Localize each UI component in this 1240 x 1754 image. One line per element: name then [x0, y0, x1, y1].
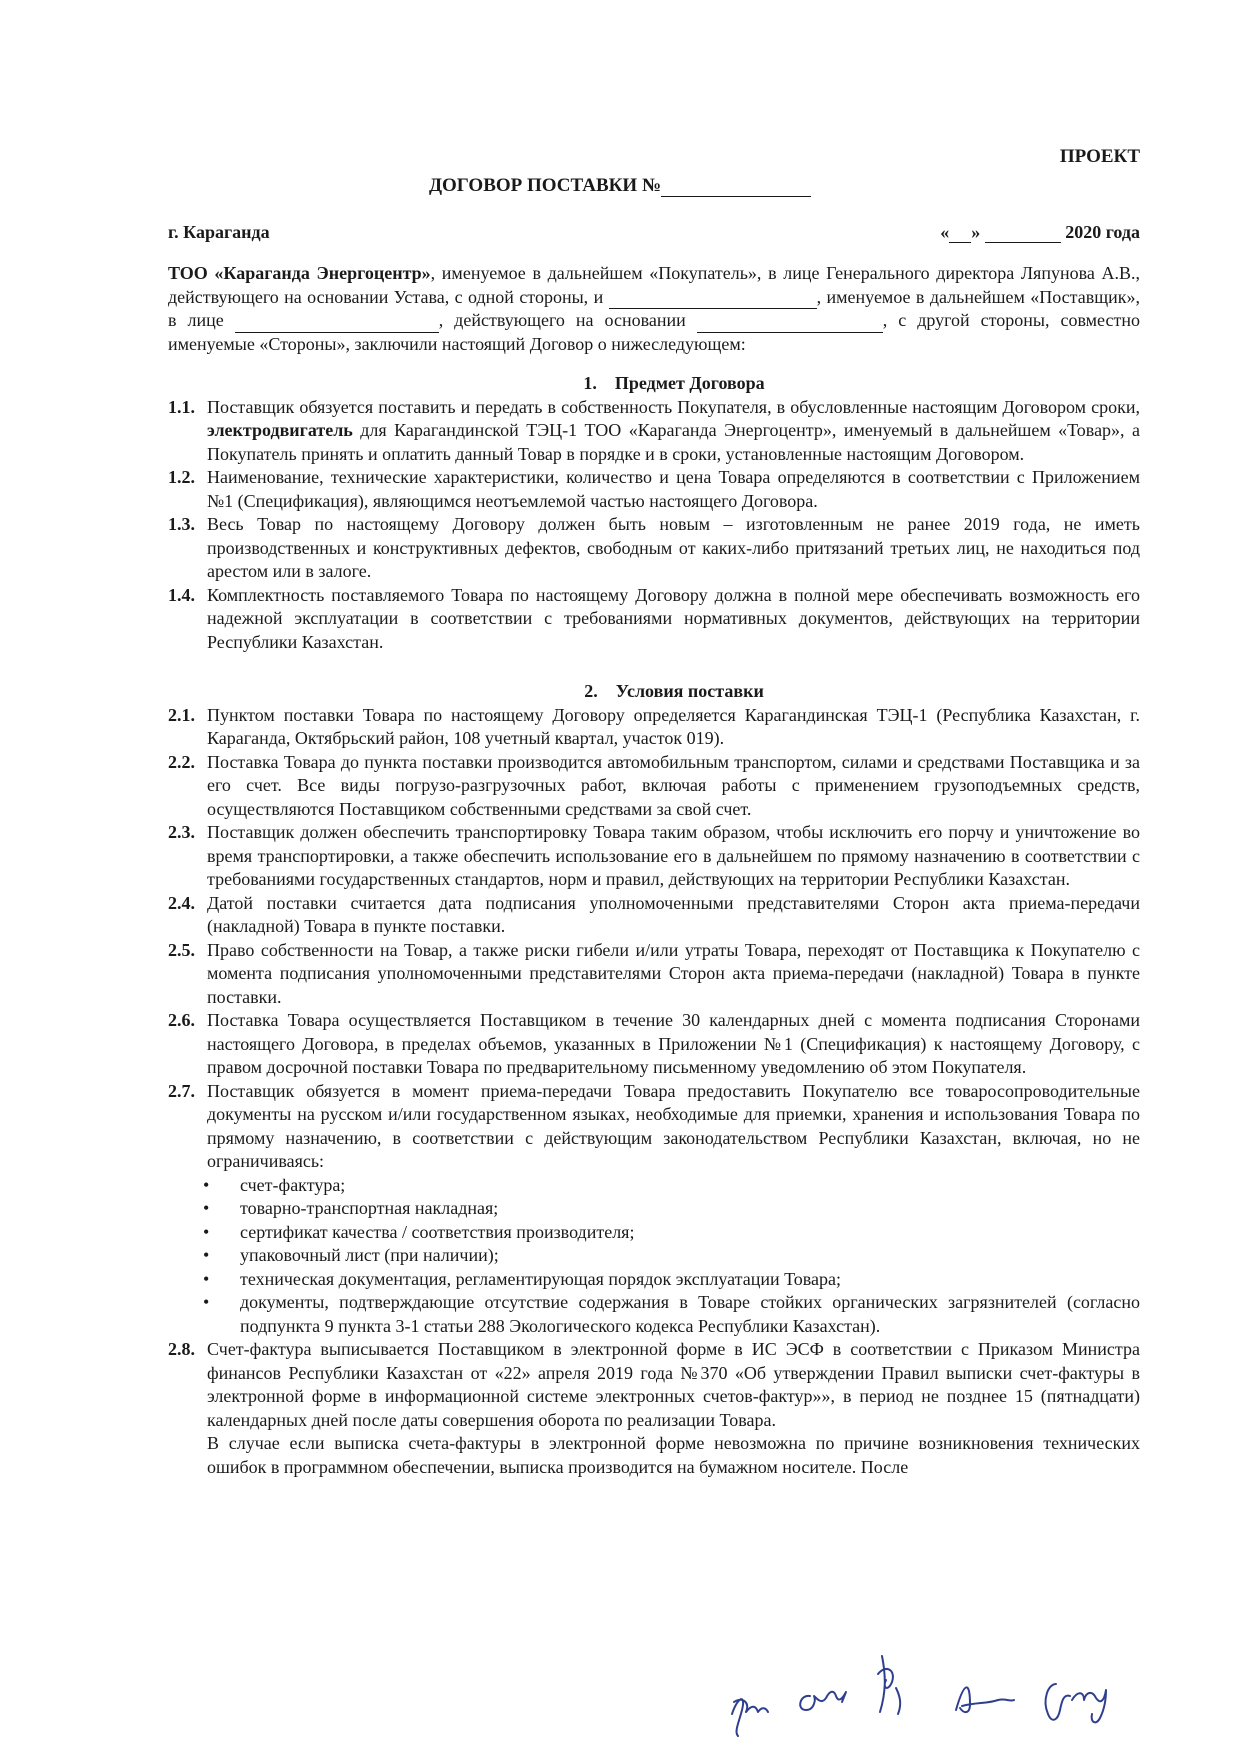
list-item-text: техническая документация, регламентирующая порядок эксплуатации Товара;	[240, 1268, 842, 1289]
day-blank	[949, 225, 971, 243]
list-item-text: товарно-транспортная накладная;	[240, 1198, 499, 1218]
clause-text: для Карагандинской ТЭЦ-1 ТОО «Караганда Энергоцентр», именуемый в дальнейшем «Товар», а Покупатель принять и оплатить данный Товар в порядке и в сроки, установленные настоящим Договором.	[207, 420, 1140, 464]
contract-number-blank	[661, 178, 811, 197]
clause-text: Наименование, технические характеристики, количество и цена Товара определяются в соответствии с Приложением №1 (Спецификация), являющимся неотъемлемой частью настоящего Договора.	[207, 467, 1140, 511]
list-item	[203, 1291, 1140, 1338]
supplier-basis-blank	[697, 315, 883, 333]
supplier-representative-blank	[235, 315, 439, 333]
clause-text: Поставщик должен обеспечить транспортировку Товара таким образом, чтобы исключить его порчу и уничтожение во время транспортировки, а также обеспечить использование его в дальнейшем по прямому назначению в соответствии с требованиями государственных стандартов, норм и правил, действующих на территории Республики Казахстан.	[207, 822, 1140, 889]
bullet-icon: •	[203, 1221, 210, 1242]
section-1-heading: Предмет Договора	[614, 373, 765, 393]
signature-4	[956, 1687, 1014, 1712]
clause-2-5	[168, 939, 1140, 1010]
clause-text: Счет-фактура выписывается Поставщиком в электронной форме в ИС ЭСФ в соответствии с Приказом Министра финансов Республики Казахстан от «22» апреля 2019 года №370 «Об утверждении Правил выписки счет-фактуры в электронной форме в информационной системе электронных счетов-фактур»», в период не позднее 15 (пятнадцати) календарных дней после даты совершения оборота по реализации Товара.	[207, 1339, 1140, 1430]
clause-2-8	[168, 1338, 1140, 1432]
list-item	[203, 1197, 1140, 1221]
clause-number: 1.2.	[168, 467, 195, 487]
date-year: 2020 года	[1065, 222, 1140, 242]
clause-number: 2.8.	[168, 1339, 195, 1359]
clause-1-2	[168, 466, 1140, 513]
clause-2-4	[168, 892, 1140, 939]
bullet-icon: •	[203, 1245, 210, 1265]
city-date-line	[168, 222, 1140, 243]
clause-number: 2.3.	[168, 822, 195, 842]
city: г. Караганда	[168, 222, 270, 242]
draft-label: ПРОЕКТ	[1059, 146, 1140, 167]
intro-paragraph	[168, 262, 1140, 356]
clause-number: 1.1.	[168, 396, 195, 417]
clause-number: 2.1.	[168, 704, 195, 725]
clause-text: Весь Товар по настоящему Договору должен быть новым – изготовленным не ранее 2019 года, не иметь производственных и конструктивных дефектов, свободным от каких-либо притязаний третьих лиц, не находиться под арестом или в залоге.	[207, 514, 1140, 581]
signature-1	[732, 1699, 768, 1736]
intro-text-1: , именуемое в дальнейшем «Покупатель», в лице Генерального директора Ляпунова А.В., действующего на основании Устава, с одной стороны, и	[168, 263, 1140, 307]
document-body	[168, 262, 1140, 1479]
handwritten-signatures-icon	[700, 1636, 1240, 1746]
clause-2-2	[168, 751, 1140, 822]
list-item-text: счет-фактура;	[240, 1174, 346, 1195]
intro-text-3: , действующего на основании	[438, 310, 697, 330]
buyer-name: ТОО «Караганда Энергоцентр»	[168, 263, 431, 283]
section-2-heading: Условия поставки	[615, 681, 764, 701]
documents-list	[168, 1174, 1140, 1339]
clause-number: 1.4.	[168, 584, 195, 605]
clause-2-8-continuation: В случае если выписка счета-фактуры в электронной форме невозможна по причине возникновения технических ошибок в программном обеспечении, выписка производится на бумажном носителе. После	[207, 1433, 1140, 1477]
clause-number: 2.4.	[168, 892, 195, 913]
section-2-number: 2.	[584, 681, 598, 701]
clause-text: Пунктом поставки Товара по настоящему Договору определяется Карагандинская ТЭЦ-1 (Республика Казахстан, г. Караганда, Октябрьский район, 108 учетный квартал, участок 019).	[207, 704, 1140, 748]
bullet-icon: •	[203, 1198, 210, 1218]
title-text: ДОГОВОР ПОСТАВКИ №	[428, 175, 662, 196]
clause-text: Комплектность поставляемого Товара по настоящему Договору должна в полной мере обеспечивать возможность его надежной эксплуатации в соответствии с требованиями нормативных документов, действующих на территории Республики Казахстан.	[207, 584, 1140, 652]
intro-text-2: , именуемое в дальнейшем «Поставщик», в лице	[168, 286, 1140, 330]
clause-2-3	[168, 821, 1140, 892]
list-item-text: упаковочный лист (при наличии);	[240, 1245, 499, 1265]
clause-text: Поставщик обязуется в момент приема-передачи Товара предоставить Покупателю все товаросопроводительные документы на русском и/или государственном языках, необходимые для приемки, хранения и использования Товара по прямому назначению, в соответствии с действующим законодательством Республики Казахстан, включая, но не ограничиваясь:	[207, 1080, 1140, 1171]
signatures	[700, 1636, 1240, 1746]
document-title	[0, 175, 1240, 197]
bullet-icon: •	[203, 1268, 210, 1289]
bullet-icon: •	[203, 1174, 210, 1195]
section-2-title	[168, 680, 1140, 704]
clause-number: 2.5.	[168, 939, 195, 960]
section-1-number: 1.	[583, 373, 597, 393]
clause-number: 2.2.	[168, 751, 195, 772]
clause-number: 1.3.	[168, 514, 195, 534]
bullet-icon: •	[203, 1292, 210, 1312]
clause-number: 2.7.	[168, 1080, 195, 1101]
signature-3	[878, 1656, 900, 1714]
section-1-title	[168, 372, 1140, 396]
signature-2	[800, 1692, 846, 1710]
clause-1-3	[168, 513, 1140, 584]
list-item-text: документы, подтверждающие отсутствие содержания в Товаре стойких органических загрязнителей (согласно подпункта 9 пункта 3-1 статьи 288 Экологического кодекса Республики Казахстан).	[240, 1292, 1140, 1336]
date-quote-close: »	[971, 222, 981, 242]
contract-date	[940, 222, 1140, 243]
intro-text-4: , с другой стороны, совместно именуемые «Стороны», заключили настоящий Договор о нижеследующем:	[168, 310, 1140, 354]
clause-text: Поставка Товара осуществляется Поставщиком в течение 30 календарных дней с момента подписания Сторонами настоящего Договора, в пределах объемов, указанных в Приложении №1 (Спецификация) к настоящему Договору, с правом досрочной поставки Товара по предварительному письменному уведомлению об этом Покупателя.	[207, 1010, 1140, 1077]
clause-number: 2.6.	[168, 1010, 195, 1030]
clause-2-7	[168, 1080, 1140, 1174]
month-blank	[985, 225, 1061, 243]
date-quote-open: «	[940, 222, 950, 242]
clause-2-6	[168, 1009, 1140, 1080]
clause-text: Поставка Товара до пункта поставки производится автомобильным транспортом, силами и средствами Поставщика и за его счет. Все виды погрузо-разгрузочных работ, включая работы с применением грузоподъемных средств, осуществляются Поставщиком собственными средствами за свой счет.	[207, 751, 1140, 819]
list-item	[203, 1268, 1140, 1292]
clause-1-4	[168, 584, 1140, 655]
goods-name: электродвигатель	[207, 420, 353, 440]
clause-text: Датой поставки считается дата подписания уполномоченными представителями Сторон акта приема-передачи (накладной) Товара в пункте поставки.	[207, 892, 1140, 936]
signature-5	[1046, 1684, 1106, 1722]
clause-2-1	[168, 704, 1140, 751]
list-item	[203, 1244, 1140, 1268]
clause-1-1	[168, 396, 1140, 467]
list-item	[203, 1221, 1140, 1245]
list-item-text: сертификат качества / соответствия производителя;	[240, 1221, 635, 1242]
supplier-name-blank	[609, 291, 817, 309]
clause-text: Право собственности на Товар, а также риски гибели и/или утраты Товара, переходят от Поставщика к Покупателю с момента подписания уполномоченными представителями Сторон акта приема-передачи (накладной) Товара в пункте поставки.	[207, 939, 1140, 1007]
clause-text: Поставщик обязуется поставить и передать в собственность Покупателя, в обусловленные настоящим Договором сроки,	[207, 396, 1140, 417]
list-item	[203, 1174, 1140, 1198]
